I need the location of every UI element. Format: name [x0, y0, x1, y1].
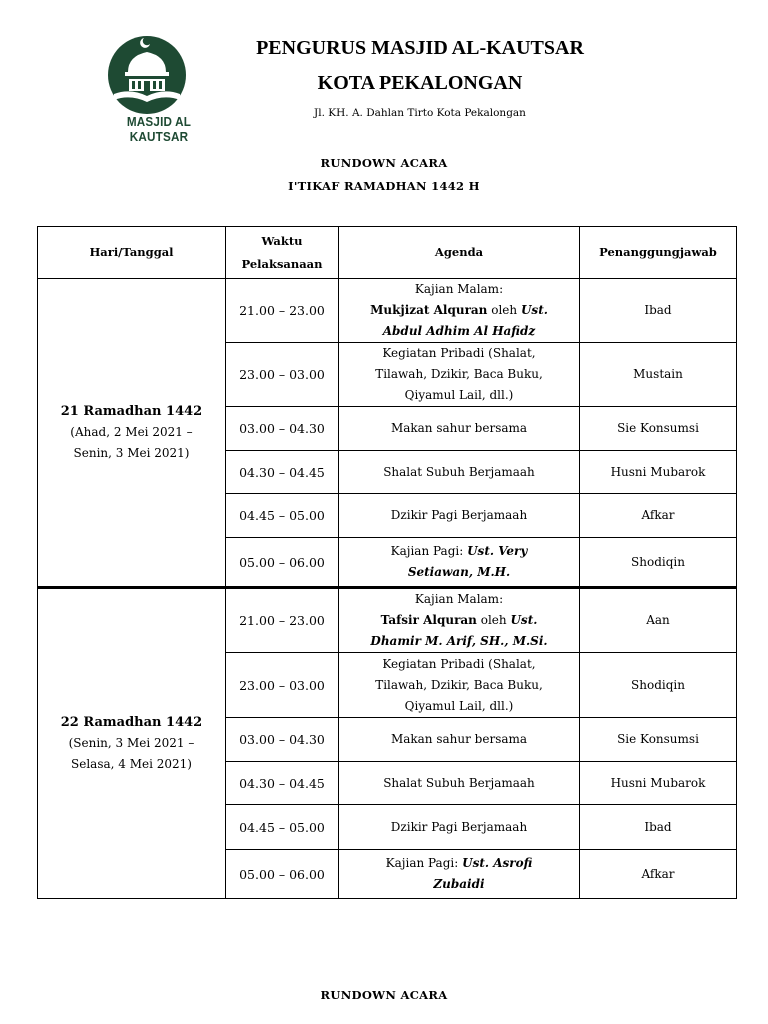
- time-cell: 05.00 – 06.00: [226, 850, 339, 899]
- header-time: [226, 227, 339, 279]
- time-cell: 04.30 – 04.45: [226, 762, 339, 805]
- agenda-speaker-part2: Dhamir M. Arif, SH., M.Si.: [370, 634, 548, 648]
- time-cell: 21.00 – 23.00: [226, 279, 339, 343]
- agenda-cell: [339, 538, 580, 588]
- pic-cell: Mustain: [580, 343, 737, 407]
- agenda-cell: Dzikir Pagi Berjamaah: [339, 494, 580, 538]
- agenda-speaker-part2: Abdul Adhim Al Hafidz: [382, 324, 536, 338]
- agenda-connector: oleh: [480, 613, 507, 627]
- organization-city: KOTA PEKALONGAN: [317, 72, 523, 94]
- header-day: Hari/Tanggal: [38, 227, 226, 279]
- pic-cell: Afkar: [580, 850, 737, 899]
- agenda-speaker-part1: Ust.: [510, 613, 538, 627]
- day-date-line1: (Ahad, 2 Mei 2021 –: [70, 425, 193, 439]
- pic-cell: Shodiqin: [580, 538, 737, 588]
- day-date-line2: Selasa, 4 Mei 2021): [71, 757, 192, 771]
- agenda-cell: [339, 653, 580, 718]
- agenda-cell: [339, 279, 580, 343]
- document-title: RUNDOWN ACARA: [320, 156, 448, 170]
- time-cell: 23.00 – 03.00: [226, 343, 339, 407]
- logo-text: MASJID AL KAUTSAR: [126, 114, 192, 144]
- time-cell: 03.00 – 04.30: [226, 407, 339, 451]
- day-cell: [38, 279, 226, 588]
- agenda-prefix: Kajian Pagi:: [390, 544, 464, 558]
- agenda-cell: Shalat Subuh Berjamaah: [339, 451, 580, 494]
- agenda-line1: Kegiatan Pribadi (Shalat,: [382, 656, 536, 671]
- agenda-connector: oleh: [491, 303, 518, 317]
- pic-cell: Afkar: [580, 494, 737, 538]
- pic-cell: Ibad: [580, 805, 737, 850]
- pic-cell: Husni Mubarok: [580, 451, 737, 494]
- rundown-table: [37, 226, 737, 899]
- time-cell: 03.00 – 04.30: [226, 718, 339, 762]
- table-row: [38, 279, 737, 343]
- agenda-line3: Qiyamul Lail, dll.): [404, 698, 514, 713]
- agenda-cell: [339, 343, 580, 407]
- agenda-cell: Makan sahur bersama: [339, 718, 580, 762]
- day-date-line2: Senin, 3 Mei 2021): [73, 446, 190, 460]
- pic-cell: Ibad: [580, 279, 737, 343]
- agenda-speaker-part2: Setiawan, M.H.: [407, 565, 511, 579]
- organization-name: PENGURUS MASJID AL-KAUTSAR: [256, 37, 584, 59]
- day-cell: [38, 588, 226, 899]
- header-pic: Penanggungjawab: [580, 227, 737, 279]
- pic-cell: Sie Konsumsi: [580, 718, 737, 762]
- table-row: [38, 588, 737, 653]
- next-page-title: RUNDOWN ACARA: [320, 988, 448, 1002]
- organization-address: Jl. KH. A. Dahlan Tirto Kota Pekalongan: [314, 107, 526, 119]
- header-time-line1: Waktu: [261, 233, 303, 248]
- pic-cell: Shodiqin: [580, 653, 737, 718]
- agenda-cell: Makan sahur bersama: [339, 407, 580, 451]
- header-time-line2: Pelaksanaan: [241, 256, 323, 271]
- time-cell: 04.45 – 05.00: [226, 805, 339, 850]
- agenda-cell: [339, 588, 580, 653]
- day-title: 22 Ramadhan 1442: [60, 715, 203, 730]
- pic-cell: Sie Konsumsi: [580, 407, 737, 451]
- header-agenda: Agenda: [339, 227, 580, 279]
- pic-cell: Aan: [580, 588, 737, 653]
- day-date-line1: (Senin, 3 Mei 2021 –: [68, 736, 195, 750]
- agenda-speaker-part2: Zubaidi: [433, 877, 485, 891]
- agenda-speaker-part1: Ust. Asrofi: [462, 856, 533, 870]
- agenda-line2: Tilawah, Dzikir, Baca Buku,: [375, 677, 543, 692]
- time-cell: 21.00 – 23.00: [226, 588, 339, 653]
- agenda-topic: Tafsir Alquran: [380, 613, 477, 627]
- agenda-cell: [339, 850, 580, 899]
- agenda-prefix: Kajian Pagi:: [385, 856, 459, 870]
- time-cell: 04.45 – 05.00: [226, 494, 339, 538]
- agenda-speaker-part1: Ust. Very: [467, 544, 528, 558]
- agenda-speaker-part1: Ust.: [520, 303, 548, 317]
- document-subtitle: I'TIKAF RAMADHAN 1442 H: [288, 179, 480, 193]
- agenda-cell: Shalat Subuh Berjamaah: [339, 762, 580, 805]
- agenda-line1: Kegiatan Pribadi (Shalat,: [382, 346, 536, 360]
- table-header-row: [38, 227, 737, 279]
- agenda-topic: Mukjizat Alquran: [370, 303, 488, 317]
- time-cell: 23.00 – 03.00: [226, 653, 339, 718]
- agenda-line2: Tilawah, Dzikir, Baca Buku,: [375, 367, 543, 381]
- agenda-prefix: Kajian Malam:: [414, 282, 504, 296]
- day-title: 21 Ramadhan 1442: [60, 404, 203, 419]
- time-cell: 05.00 – 06.00: [226, 538, 339, 588]
- agenda-cell: Dzikir Pagi Berjamaah: [339, 805, 580, 850]
- agenda-line3: Qiyamul Lail, dll.): [404, 388, 514, 402]
- agenda-prefix: Kajian Malam:: [414, 592, 504, 606]
- time-cell: 04.30 – 04.45: [226, 451, 339, 494]
- pic-cell: Husni Mubarok: [580, 762, 737, 805]
